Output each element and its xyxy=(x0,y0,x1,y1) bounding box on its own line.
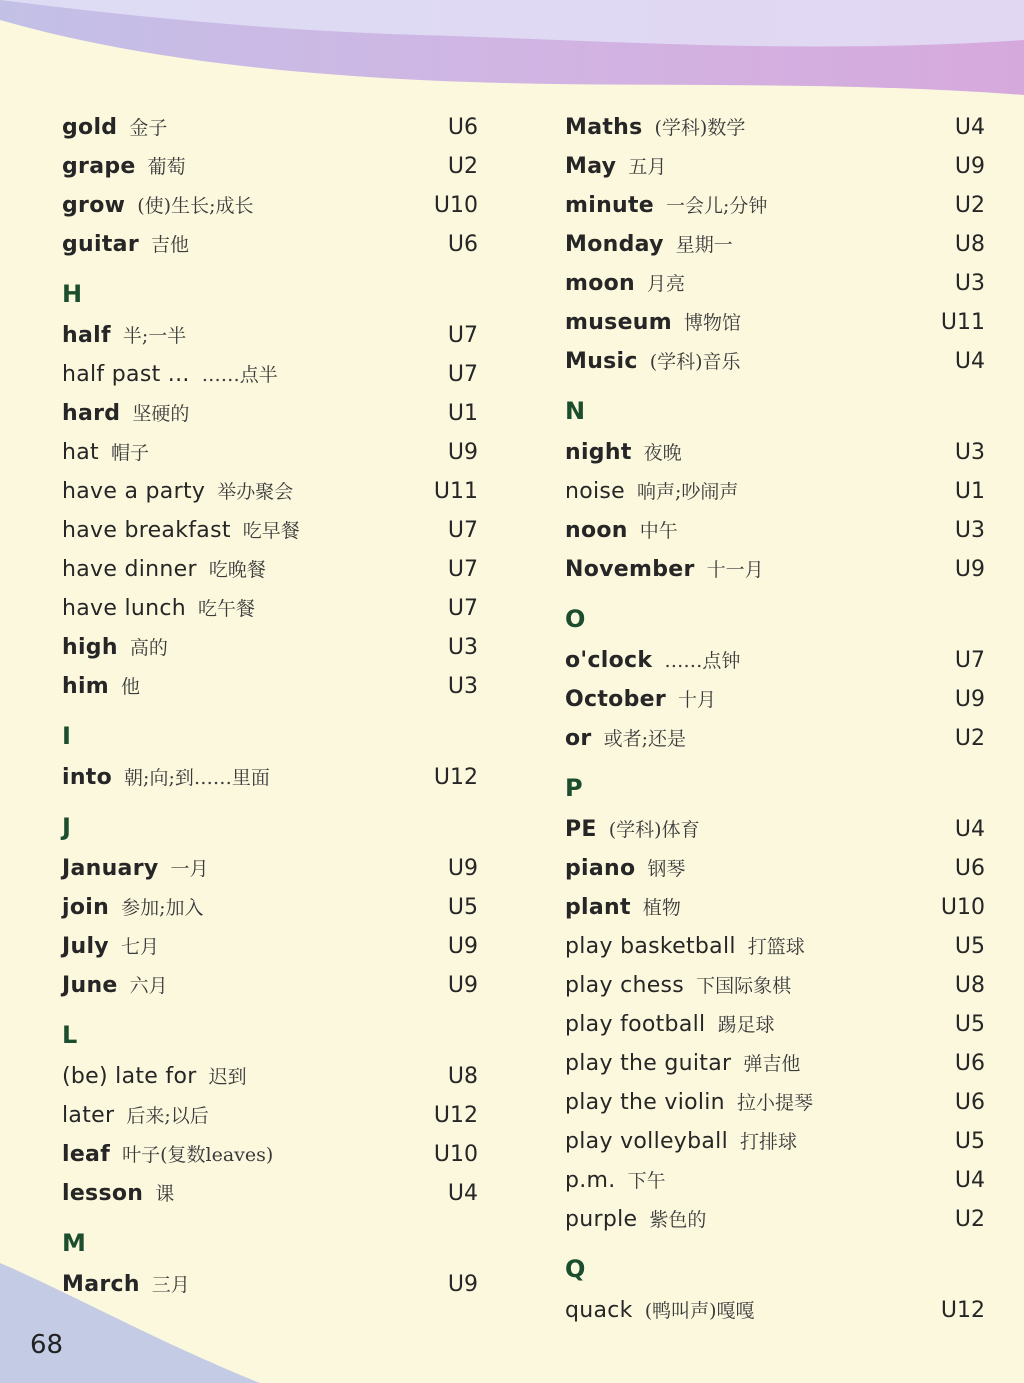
entry-meaning: 紫色的 xyxy=(649,1209,707,1231)
entry-unit: U4 xyxy=(954,349,985,374)
entry-word: him xyxy=(62,674,110,699)
glossary-entry xyxy=(62,1265,478,1304)
entry-meaning: (学科)音乐 xyxy=(649,351,741,373)
entry-unit: U2 xyxy=(447,154,478,179)
entry-meaning: 叶子(复数leaves) xyxy=(122,1144,274,1166)
entry-word: o'clock xyxy=(565,648,653,673)
glossary-entry xyxy=(62,355,478,394)
glossary-entry xyxy=(565,186,985,225)
entry-unit: U3 xyxy=(954,440,985,465)
entry-unit: U5 xyxy=(954,1129,985,1154)
glossary-entry xyxy=(565,303,985,342)
entry-meaning: 朝;向;到……里面 xyxy=(124,767,270,789)
entry-unit: U9 xyxy=(954,557,985,582)
glossary-entry xyxy=(565,680,985,719)
entry-unit: U12 xyxy=(940,1298,985,1323)
entry-word: gold xyxy=(62,115,118,140)
entry-word: grape xyxy=(62,154,136,179)
entry-word: Maths xyxy=(565,115,643,140)
entry-meaning: 博物馆 xyxy=(684,312,742,334)
glossary-column-right xyxy=(565,108,985,1330)
entry-word: guitar xyxy=(62,232,139,257)
entry-word: noon xyxy=(565,518,628,543)
entry-word: piano xyxy=(565,856,636,881)
glossary-entry xyxy=(62,966,478,1005)
glossary-entry xyxy=(62,927,478,966)
glossary-column-left xyxy=(62,108,478,1304)
entry-meaning: 打排球 xyxy=(740,1131,798,1153)
glossary-entry xyxy=(565,472,985,511)
entry-meaning: 或者;还是 xyxy=(603,728,686,750)
section-letter: M xyxy=(62,1229,86,1257)
entry-meaning: (使)生长;成长 xyxy=(137,195,254,217)
glossary-entry xyxy=(62,316,478,355)
glossary-entry xyxy=(62,225,478,264)
entry-meaning: (学科)数学 xyxy=(654,117,746,139)
entry-meaning: 高的 xyxy=(129,637,168,659)
glossary-entry xyxy=(565,511,985,550)
entry-meaning: 植物 xyxy=(642,897,681,919)
entry-unit: U7 xyxy=(447,518,478,543)
entry-meaning: 吃午餐 xyxy=(198,598,256,620)
entry-meaning: ……点半 xyxy=(201,364,278,386)
entry-unit: U3 xyxy=(954,518,985,543)
entry-unit: U9 xyxy=(954,687,985,712)
glossary-entry xyxy=(565,1200,985,1239)
glossary-entry xyxy=(62,888,478,927)
entry-unit: U5 xyxy=(954,1012,985,1037)
entry-unit: U9 xyxy=(447,1272,478,1297)
glossary-entry xyxy=(62,108,478,147)
entry-unit: U4 xyxy=(954,115,985,140)
glossary-entry xyxy=(62,433,478,472)
entry-word: play chess xyxy=(565,973,685,998)
entry-meaning: 月亮 xyxy=(647,273,686,295)
entry-word: noise xyxy=(565,479,626,504)
entry-word: have breakfast xyxy=(62,518,231,543)
entry-word: March xyxy=(62,1272,140,1297)
entry-unit: U10 xyxy=(433,1142,478,1167)
entry-unit: U9 xyxy=(447,440,478,465)
entry-unit: U12 xyxy=(433,1103,478,1128)
section-letter: N xyxy=(565,397,586,425)
entry-unit: U6 xyxy=(954,1090,985,1115)
entry-unit: U11 xyxy=(433,479,478,504)
entry-word: June xyxy=(62,973,118,998)
entry-meaning: 迟到 xyxy=(208,1066,247,1088)
entry-unit: U8 xyxy=(954,973,985,998)
glossary-entry xyxy=(62,1057,478,1096)
glossary-entry xyxy=(565,108,985,147)
glossary-entry xyxy=(565,927,985,966)
entry-unit: U4 xyxy=(954,817,985,842)
entry-word: hard xyxy=(62,401,121,426)
entry-meaning: 葡萄 xyxy=(147,156,186,178)
glossary-entry xyxy=(62,758,478,797)
entry-meaning: 十一月 xyxy=(706,559,764,581)
entry-unit: U5 xyxy=(954,934,985,959)
entry-meaning: 响声;吵闹声 xyxy=(637,481,739,503)
entry-unit: U4 xyxy=(954,1168,985,1193)
entry-unit: U6 xyxy=(954,856,985,881)
entry-meaning: 踢足球 xyxy=(717,1014,775,1036)
section-letter: P xyxy=(565,774,583,802)
entry-meaning: 下国际象棋 xyxy=(696,975,792,997)
entry-word: purple xyxy=(565,1207,638,1232)
page-number: 68 xyxy=(30,1330,64,1360)
entry-meaning: 拉小提琴 xyxy=(736,1092,813,1114)
entry-meaning: 坚硬的 xyxy=(132,403,190,425)
glossary-entry xyxy=(62,628,478,667)
entry-word: play the violin xyxy=(565,1090,725,1115)
entry-meaning: 举办聚会 xyxy=(217,481,294,503)
entry-word: have dinner xyxy=(62,557,197,582)
glossary-entry xyxy=(565,719,985,758)
entry-word: Monday xyxy=(565,232,664,257)
entry-meaning: 五月 xyxy=(628,156,667,178)
entry-word: play the guitar xyxy=(565,1051,732,1076)
entry-unit: U7 xyxy=(447,362,478,387)
entry-word: hat xyxy=(62,440,99,465)
section-letter: I xyxy=(62,722,71,750)
glossary-entry xyxy=(565,849,985,888)
entry-word: Music xyxy=(565,349,638,374)
entry-word: plant xyxy=(565,895,631,920)
glossary-entry xyxy=(565,147,985,186)
glossary-entry xyxy=(62,550,478,589)
entry-meaning: 打篮球 xyxy=(747,936,805,958)
entry-unit: U9 xyxy=(954,154,985,179)
entry-meaning: 他 xyxy=(121,676,141,698)
entry-word: high xyxy=(62,635,118,660)
entry-word: half xyxy=(62,323,111,348)
entry-unit: U12 xyxy=(433,765,478,790)
entry-word: November xyxy=(565,557,695,582)
entry-word: later xyxy=(62,1103,115,1128)
entry-word: lesson xyxy=(62,1181,144,1206)
entry-unit: U1 xyxy=(447,401,478,426)
entry-meaning: 六月 xyxy=(129,975,168,997)
glossary-entry xyxy=(565,966,985,1005)
glossary-entry xyxy=(565,550,985,589)
entry-unit: U2 xyxy=(954,193,985,218)
entry-meaning: 吃晚餐 xyxy=(208,559,266,581)
entry-word: have a party xyxy=(62,479,206,504)
glossary-entry xyxy=(565,264,985,303)
entry-meaning: 弹吉他 xyxy=(743,1053,801,1075)
entry-word: minute xyxy=(565,193,655,218)
entry-meaning: 三月 xyxy=(151,1274,190,1296)
glossary-entry xyxy=(565,1291,985,1330)
glossary-entry xyxy=(62,511,478,550)
glossary-entry xyxy=(62,667,478,706)
top-decorative-band xyxy=(0,0,1024,115)
entry-unit: U10 xyxy=(940,895,985,920)
entry-meaning: 一月 xyxy=(170,858,209,880)
glossary-entry xyxy=(565,1122,985,1161)
entry-meaning: 夜晚 xyxy=(643,442,682,464)
glossary-entry xyxy=(565,1044,985,1083)
section-letter: O xyxy=(565,605,586,633)
entry-unit: U11 xyxy=(940,310,985,335)
entry-word: into xyxy=(62,765,113,790)
entry-unit: U7 xyxy=(447,323,478,348)
entry-unit: U3 xyxy=(954,271,985,296)
entry-meaning: 钢琴 xyxy=(647,858,686,880)
glossary-entry xyxy=(62,1096,478,1135)
entry-word: museum xyxy=(565,310,672,335)
entry-word: (be) late for xyxy=(62,1064,197,1089)
entry-unit: U2 xyxy=(954,726,985,751)
entry-word: moon xyxy=(565,271,636,296)
section-letter: J xyxy=(62,813,71,841)
entry-word: grow xyxy=(62,193,126,218)
entry-unit: U6 xyxy=(447,115,478,140)
entry-unit: U3 xyxy=(447,674,478,699)
entry-unit: U7 xyxy=(447,596,478,621)
entry-meaning: 七月 xyxy=(120,936,159,958)
glossary-entry xyxy=(565,810,985,849)
entry-meaning: (学科)体育 xyxy=(608,819,700,841)
section-letter: L xyxy=(62,1021,78,1049)
entry-meaning: 下午 xyxy=(627,1170,666,1192)
entry-word: July xyxy=(62,934,109,959)
glossary-entry xyxy=(565,888,985,927)
entry-meaning: 中午 xyxy=(639,520,678,542)
glossary-entry xyxy=(565,1161,985,1200)
glossary-entry xyxy=(62,186,478,225)
glossary-entry xyxy=(62,1174,478,1213)
entry-word: night xyxy=(565,440,632,465)
section-letter: Q xyxy=(565,1255,586,1283)
entry-unit: U5 xyxy=(447,895,478,920)
glossary-entry xyxy=(565,342,985,381)
section-letter: H xyxy=(62,280,83,308)
entry-unit: U1 xyxy=(954,479,985,504)
glossary-entry xyxy=(565,1005,985,1044)
entry-unit: U9 xyxy=(447,856,478,881)
entry-word: join xyxy=(62,895,110,920)
glossary-entry xyxy=(62,849,478,888)
entry-word: p.m. xyxy=(565,1168,616,1193)
entry-unit: U3 xyxy=(447,635,478,660)
glossary-entry xyxy=(62,1135,478,1174)
entry-unit: U2 xyxy=(954,1207,985,1232)
glossary-entry xyxy=(565,641,985,680)
glossary-entry xyxy=(62,147,478,186)
entry-meaning: 十月 xyxy=(678,689,717,711)
entry-unit: U7 xyxy=(954,648,985,673)
entry-word: or xyxy=(565,726,592,751)
entry-word: leaf xyxy=(62,1142,111,1167)
entry-meaning: 吃早餐 xyxy=(242,520,300,542)
entry-meaning: 吉他 xyxy=(150,234,189,256)
entry-word: half past ... xyxy=(62,362,190,387)
entry-word: play football xyxy=(565,1012,706,1037)
entry-word: October xyxy=(565,687,666,712)
entry-word: play volleyball xyxy=(565,1129,729,1154)
glossary-entry xyxy=(565,433,985,472)
entry-meaning: 星期一 xyxy=(675,234,733,256)
entry-word: have lunch xyxy=(62,596,187,621)
entry-word: quack xyxy=(565,1298,633,1323)
entry-unit: U10 xyxy=(433,193,478,218)
entry-unit: U6 xyxy=(447,232,478,257)
entry-unit: U8 xyxy=(447,1064,478,1089)
glossary-entry xyxy=(62,589,478,628)
entry-unit: U7 xyxy=(447,557,478,582)
entry-unit: U8 xyxy=(954,232,985,257)
entry-unit: U4 xyxy=(447,1181,478,1206)
entry-meaning: 金子 xyxy=(129,117,168,139)
glossary-entry xyxy=(62,394,478,433)
entry-word: January xyxy=(62,856,159,881)
entry-meaning: ……点钟 xyxy=(664,650,741,672)
glossary-entry xyxy=(565,1083,985,1122)
glossary-entry xyxy=(565,225,985,264)
entry-meaning: (鸭叫声)嘎嘎 xyxy=(644,1300,755,1322)
entry-unit: U9 xyxy=(447,973,478,998)
entry-meaning: 参加;加入 xyxy=(121,897,204,919)
entry-word: May xyxy=(565,154,617,179)
glossary-entry xyxy=(62,472,478,511)
entry-unit: U6 xyxy=(954,1051,985,1076)
entry-meaning: 一会儿;分钟 xyxy=(666,195,768,217)
entry-meaning: 后来;以后 xyxy=(126,1105,209,1127)
entry-meaning: 课 xyxy=(155,1183,175,1205)
entry-unit: U9 xyxy=(447,934,478,959)
entry-meaning: 帽子 xyxy=(110,442,149,464)
entry-meaning: 半;一半 xyxy=(122,325,187,347)
entry-word: PE xyxy=(565,817,597,842)
entry-word: play basketball xyxy=(565,934,736,959)
